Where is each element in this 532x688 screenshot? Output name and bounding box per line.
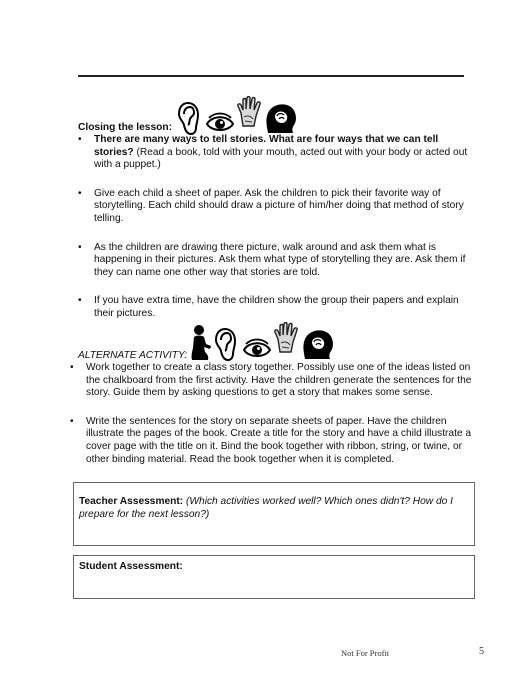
student-assessment-box (73, 555, 475, 599)
alternate-bullet-1-text: Work together to create a class story together. Possibly use one of the ideas listed on the chalkboard from the first activity. Have the children generate the sentences for the story. Guide them by asking questions to get a story that makes some sense. (86, 362, 472, 399)
closing-bullet-3-text: As the children are drawing there picture, walk around and ask them what is happening in their pictures. Ask them what type of storytelling they are. Ask them if they can name one other way that stories are told. (94, 241, 466, 278)
top-rule (78, 75, 464, 77)
closing-heading: Closing the lesson: (78, 122, 172, 133)
alternate-icons (190, 322, 335, 362)
head-icon (301, 328, 335, 362)
closing-bullet-4 (94, 295, 474, 320)
eye-icon (243, 338, 271, 360)
closing-bullet-1-bold: There are many ways to tell stories. What are four ways that we can tell stories? (94, 134, 439, 158)
footer-text: Not For Profit (341, 648, 390, 658)
ear-icon (178, 102, 204, 136)
teacher-assessment-label: Teacher Assessment: (79, 496, 184, 507)
closing-bullet-2 (94, 188, 474, 226)
page-number: 5 (479, 646, 484, 657)
closing-bullet-list (94, 134, 474, 321)
closing-icons (178, 96, 298, 136)
alternate-bullet-1 (86, 362, 486, 400)
teacher-assessment-prompt: (Which activities worked well? Which ones didn't? How do I prepare for the next lesson?) (79, 496, 453, 520)
alternate-bullet-list (86, 362, 486, 466)
closing-bullet-3 (94, 242, 474, 280)
alternate-activity-heading: ALTERNATE ACTIVITY: (78, 350, 188, 361)
ear-icon (215, 328, 241, 362)
alternate-bullet-2-text: Write the sentences for the story on separate sheets of paper. Have the children illustrate the pages of the book. Create a title for the story and have a child illustrate a cover page with the title on it. Bind the book together with ribbon, string, or twine, or other binding material. Read the book together when it is completed. (86, 415, 472, 465)
closing-bullet-1-text: (Read a book, told with your mouth, acted out with your body or acted out with a puppet.) (94, 146, 468, 171)
child-icon (190, 324, 212, 362)
teacher-assessment-box (73, 482, 475, 546)
hand-icon (236, 96, 262, 128)
eye-icon (206, 112, 234, 134)
head-icon (264, 102, 298, 136)
alternate-bullet-2 (86, 416, 486, 466)
hand-icon (273, 322, 299, 354)
closing-bullet-2-text: Give each child a sheet of paper. Ask the children to pick their favorite way of storytelling. Each child should draw a picture of him/her doing that method of story telling. (94, 187, 464, 224)
student-assessment-label: Student Assessment: (79, 561, 183, 572)
closing-bullet-4-text: If you have extra time, have the children show the group their papers and explain their pictures. (94, 295, 459, 319)
closing-bullet-1 (94, 134, 474, 172)
